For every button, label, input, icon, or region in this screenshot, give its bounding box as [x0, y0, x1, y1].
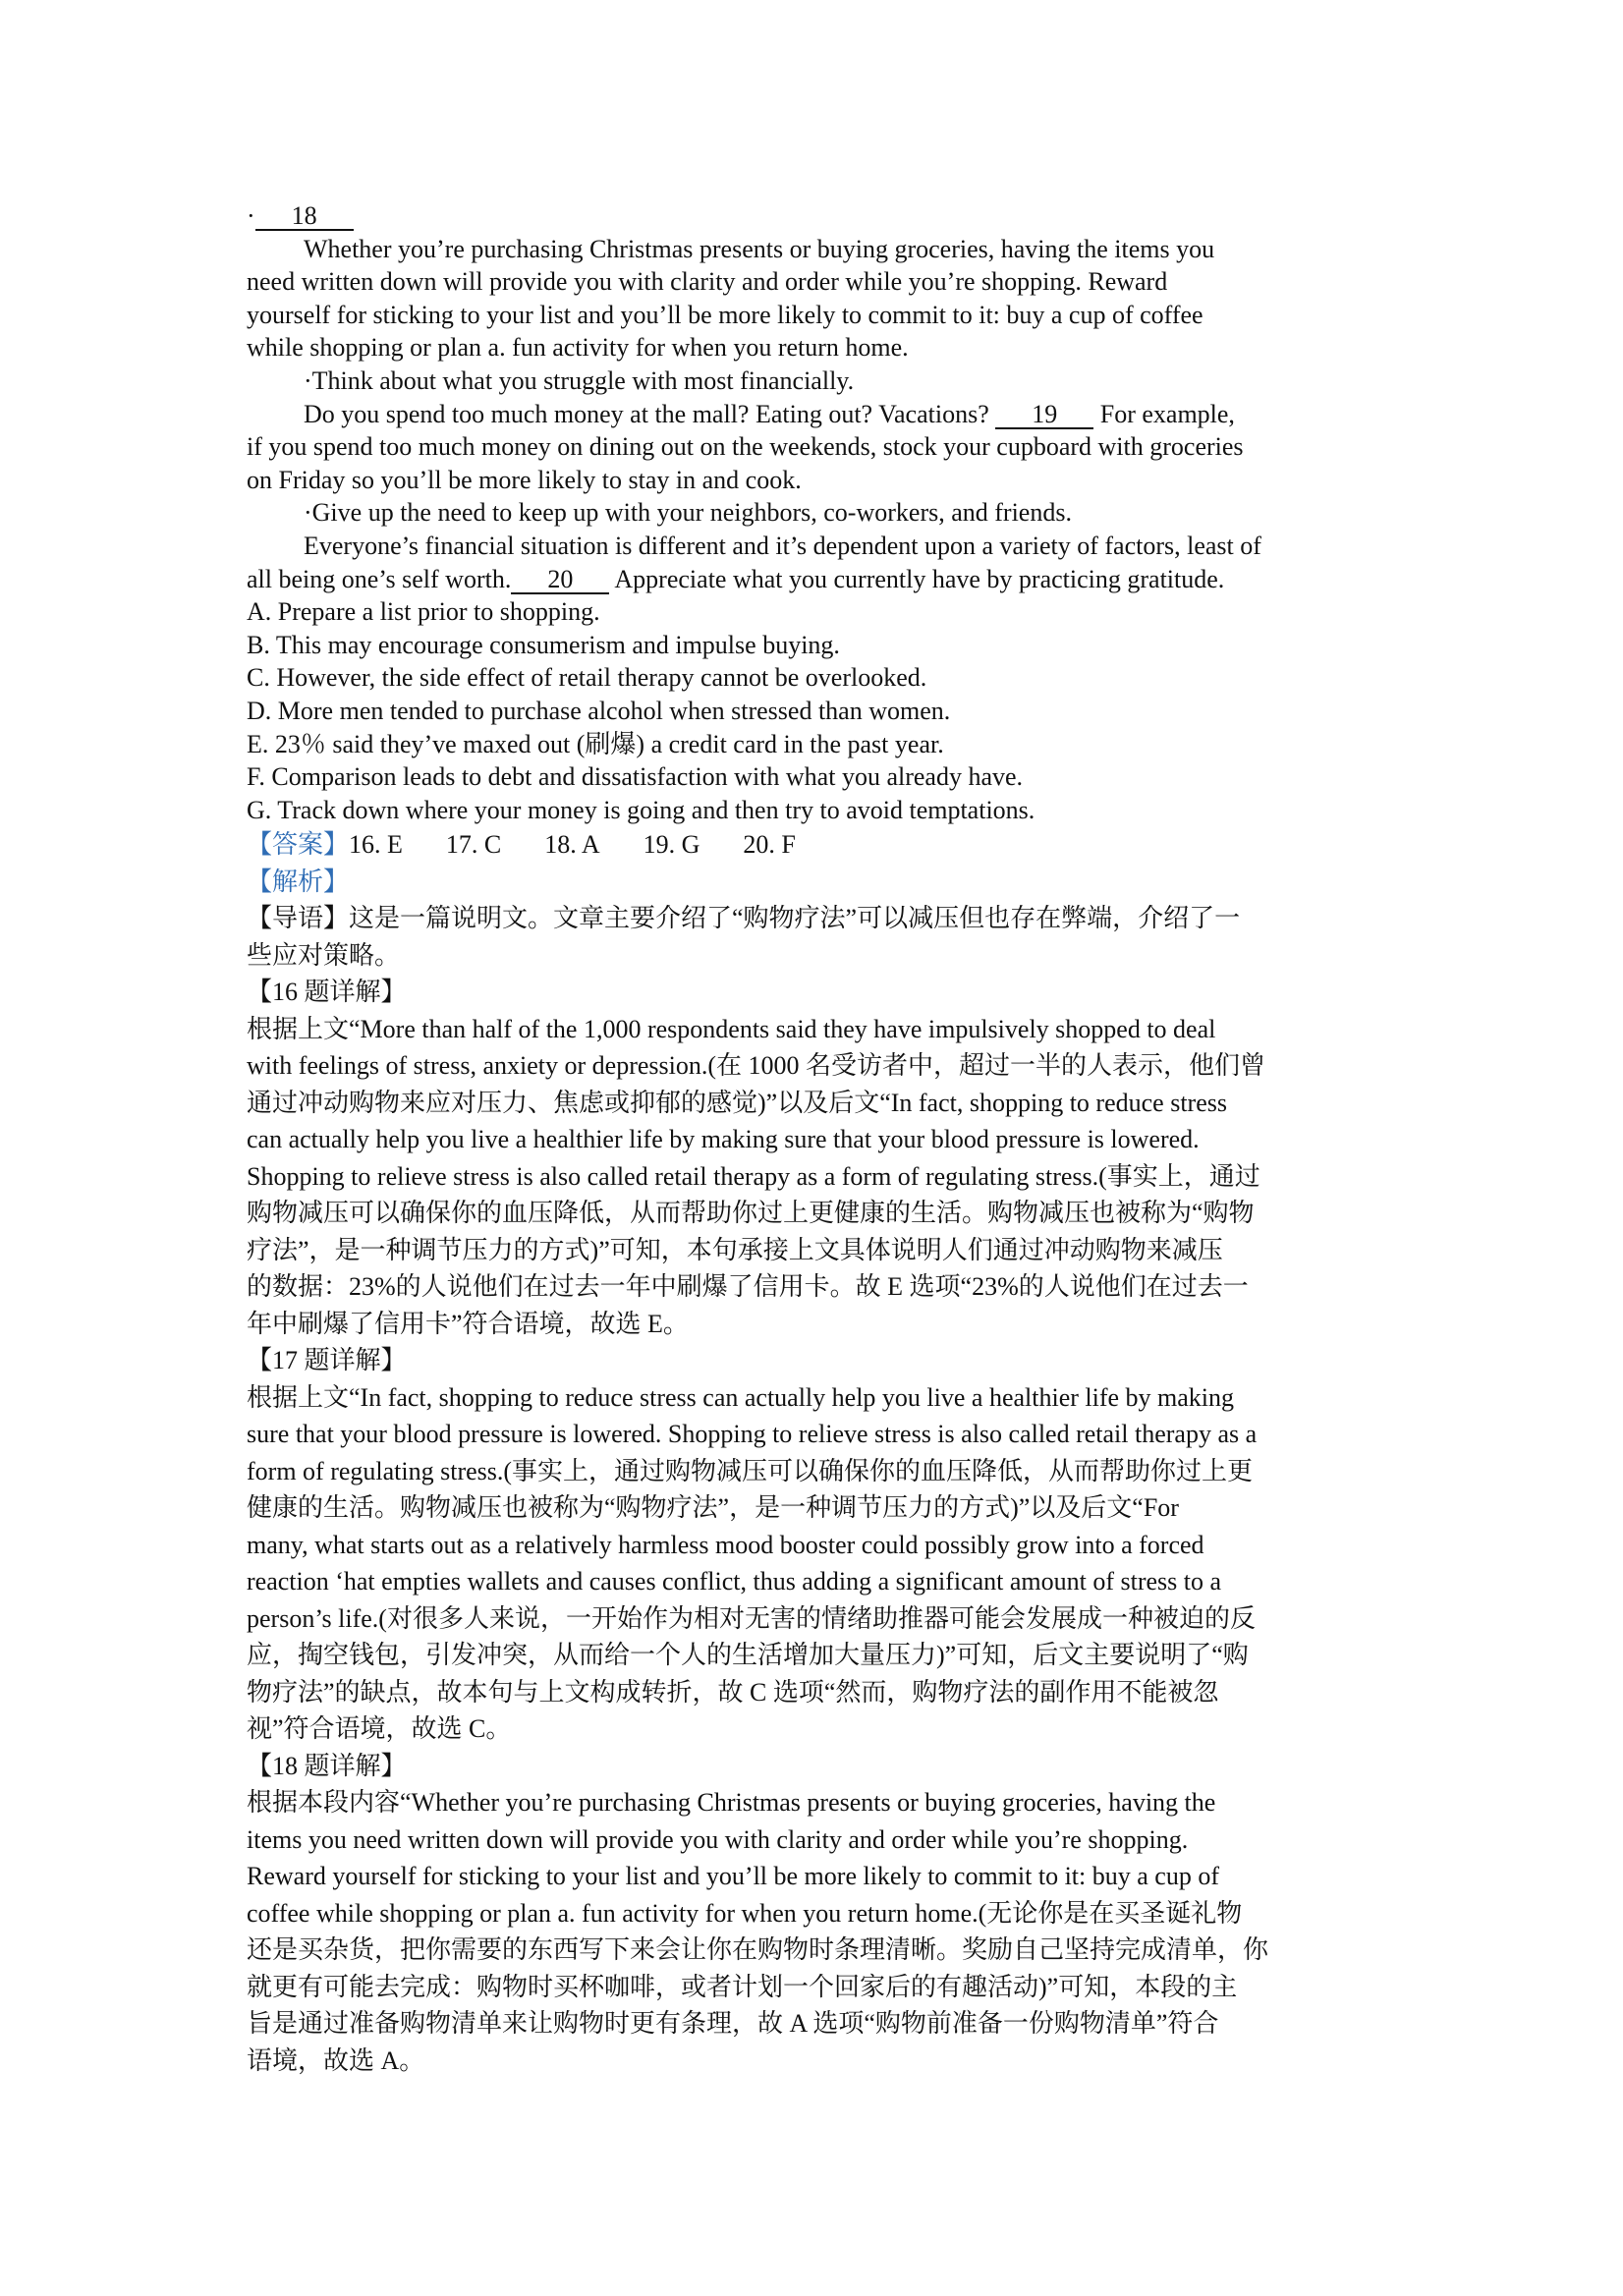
para18-line-2: need written down will provide you with clarity and order while you’re shopping. Reward [247, 267, 1168, 297]
q18-line-2: items you need written down will provide you with clarity and order while you’re shopping. [247, 1824, 1189, 1854]
q17-line-9: 物疗法”的缺点，故本句与上文构成转折，故 C 选项“然而，购物疗法的副作用不能被忽 [247, 1677, 1219, 1707]
answer-19: 19. G [643, 830, 700, 860]
q17-line-3: form of regulating stress.(事实上，通过购物减压可以确保你的血压降低，从而帮助你过上更 [247, 1456, 1254, 1485]
q17-line-8: 应，掏空钱包，引发冲突，从而给一个人的生活增加大量压力)”可知，后文主要说明了“购 [247, 1641, 1249, 1670]
option-c: C. However, the side effect of retail therapy cannot be overlooked. [247, 663, 927, 693]
para19-text-after: For example, [1093, 399, 1235, 428]
blank-18-line [247, 199, 1401, 233]
subheading-19: ·Think about what you struggle with most financially. [304, 365, 855, 395]
intro-line-1: 【导语】这是一篇说明文。文章主要介绍了“购物疗法”可以减压但也存在弊端，介绍了一 [247, 904, 1241, 933]
option-e: E. 23％ said they’ve maxed out (刷爆) a credit card in the past year. [247, 729, 944, 758]
q16-line-7: 疗法”，是一种调节压力的方式)”可知，本句承接上文具体说明人们通过冲动购物来减压 [247, 1235, 1223, 1264]
q18-line-1: 根据本段内容“Whether you’re purchasing Christmas presents or buying groceries, having the [247, 1788, 1216, 1818]
para20-text-before: all being one’s self worth. [247, 564, 512, 593]
option-d: D. More men tended to purchase alcohol when stressed than women. [247, 696, 951, 725]
q17-line-1: 根据上文“In fact, shopping to reduce stress can actually help you live a healthier life by making [247, 1382, 1235, 1412]
q17-line-10: 视”符合语境，故选 C。 [247, 1714, 512, 1744]
answer-17: 17. C [445, 830, 502, 860]
bullet-dot: · [247, 201, 255, 230]
para19-line-2: if you spend too much money on dining out on the weekends, stock your cupboard with groceries [247, 432, 1244, 462]
option-a: A. Prepare a list prior to shopping. [247, 597, 600, 627]
option-b: B. This may encourage consumerism and impulse buying. [247, 630, 840, 659]
intro-line-2: 些应对策略。 [247, 940, 401, 970]
blank-18: 18 [255, 203, 354, 231]
q16-line-2: with feelings of stress, anxiety or depression.(在 1000 名受访者中，超过一半的人表示，他们曾 [247, 1051, 1266, 1081]
answer-tag: 【答案】 [247, 830, 350, 860]
answer-line [247, 826, 1401, 864]
q17-heading: 【17 题详解】 [247, 1346, 407, 1375]
q18-heading: 【18 题详解】 [247, 1751, 407, 1780]
para18-line-3: yourself for sticking to your list and you’ll be more likely to commit to it: buy a cup of coffee [247, 300, 1203, 329]
q17-line-6: reaction ‘hat empties wallets and causes conflict, thus adding a significant amount of stress to a [247, 1567, 1222, 1596]
para19-text-before: Do you spend too much money at the mall? Eating out? Vacations? [304, 399, 996, 428]
blank-20: 20 [511, 567, 609, 594]
para20-line-2 [247, 563, 1401, 596]
q16-line-4: can actually help you live a healthier life by making sure that your blood pressure is lowered. [247, 1125, 1200, 1154]
q16-line-5: Shopping to relieve stress is also called retail therapy as a form of regulating stress.(事实上，通过 [247, 1161, 1260, 1191]
para18-line-1: Whether you’re purchasing Christmas presents or buying groceries, having the items you [304, 234, 1215, 263]
answer-16: 16. E [349, 830, 403, 860]
q18-line-8: 语境，故选 A。 [247, 2045, 425, 2075]
blank-19: 19 [995, 402, 1093, 429]
document-page [247, 199, 1401, 2079]
q16-heading: 【16 题详解】 [247, 978, 407, 1007]
q18-line-3: Reward yourself for sticking to your list and you’ll be more likely to commit to it: buy a cup of [247, 1862, 1219, 1891]
q17-line-2: sure that your blood pressure is lowered. Shopping to relieve stress is also called retail therapy as a [247, 1420, 1258, 1449]
q18-line-6: 就更有可能去完成：购物时买杯咖啡，或者计划一个回家后的有趣活动)”可知，本段的主 [247, 1972, 1238, 2001]
para20-line-1: Everyone’s financial situation is different and it’s dependent upon a variety of factors, least of [304, 531, 1261, 560]
answer-20: 20. F [743, 830, 796, 860]
subheading-20: ·Give up the need to keep up with your neighbors, co-workers, and friends. [304, 498, 1072, 528]
q17-line-5: many, what starts out as a relatively harmless mood booster could possibly grow into a forced [247, 1530, 1204, 1559]
q18-line-5: 还是买杂货，把你需要的东西写下来会让你在购物时条理清晰。奖励自己坚持完成清单，你 [247, 1935, 1269, 1965]
analysis-tag: 【解析】 [247, 867, 350, 896]
q16-line-6: 购物减压可以确保你的血压降低，从而帮助你过上更健康的生活。购物减压也被称为“购物 [247, 1199, 1255, 1228]
option-g: G. Track down where your money is going and then try to avoid temptations. [247, 795, 1035, 824]
q18-line-4: coffee while shopping or plan a. fun activity for when you return home.(无论你是在买圣诞礼物 [247, 1898, 1243, 1928]
para20-text-after: Appreciate what you currently have by practicing gratitude. [609, 564, 1225, 593]
q17-line-4: 健康的生活。购物减压也被称为“购物疗法”，是一种调节压力的方式)”以及后文“For [247, 1493, 1179, 1523]
q16-line-8: 的数据：23%的人说他们在过去一年中刷爆了信用卡。故 E 选项“23%的人说他们在过去一 [247, 1272, 1249, 1302]
para18-line-4: while shopping or plan a. fun activity for when you return home. [247, 333, 909, 363]
q17-line-7: person’s life.(对很多人来说，一开始作为相对无害的情绪助推器可能会发展成一种被迫的反 [247, 1603, 1256, 1633]
option-f: F. Comparison leads to debt and dissatisfaction with what you already have. [247, 762, 1024, 792]
answer-18: 18. A [544, 830, 600, 860]
para19-line-3: on Friday so you’ll be more likely to stay in and cook. [247, 465, 802, 494]
q16-line-3: 通过冲动购物来应对压力、焦虑或抑郁的感觉)”以及后文“In fact, shopping to reduce stress [247, 1088, 1227, 1117]
q16-line-9: 年中刷爆了信用卡”符合语境，故选 E。 [247, 1309, 689, 1338]
q18-line-7: 旨是通过准备购物清单来让购物时更有条理，故 A 选项“购物前准备一份购物清单”符合 [247, 2009, 1219, 2039]
q16-line-1: 根据上文“More than half of the 1,000 respondents said they have impulsively shopped to deal [247, 1014, 1216, 1043]
para19-line-1 [247, 398, 1401, 431]
